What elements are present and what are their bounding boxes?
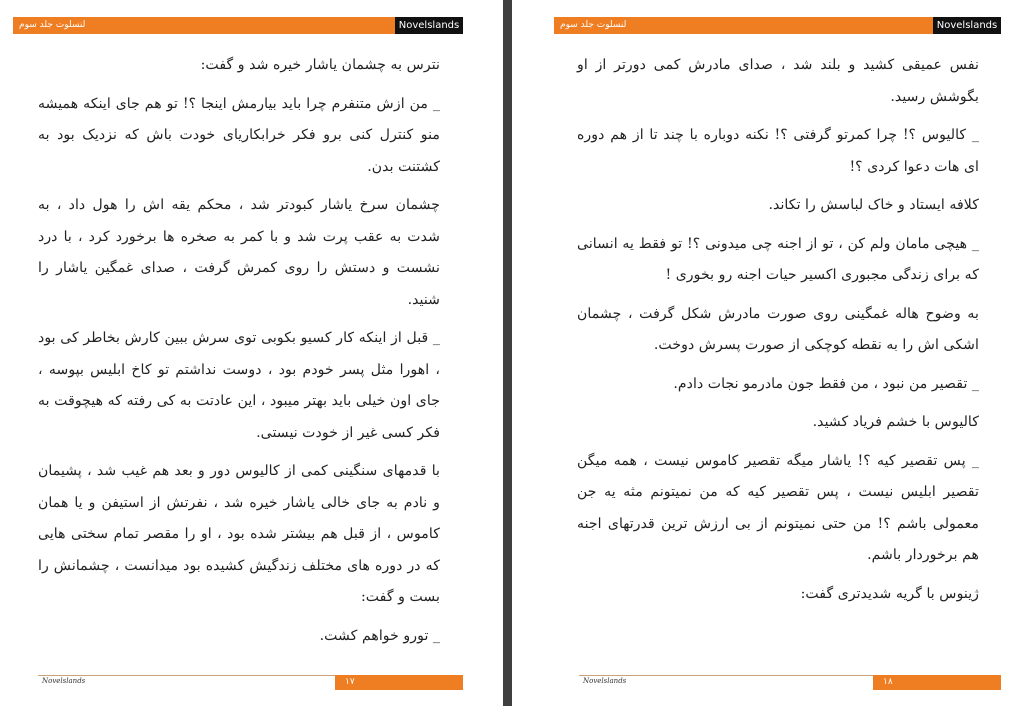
footer-signature: Novelslands <box>42 677 86 685</box>
paragraph: با قدمهای سنگینی کمی از کالیوس دور و بعد هم غیب شد ، پشیمان و نادم به جای خالی یاشار خیره شد ، نفرتش از استیفن و یا همان کاموس ، از قبل هم بیشتر شده بود ، او را مقصر تمام سختی هایی که در دوره های مختلف زندگیش کشیده بود میدانست ، چشمانش را بست و گفت: <box>38 463 440 605</box>
paragraph: نفس عمیقی کشید و بلند شد ، صدای مادرش کمی دورتر از او بگوشش رسید. <box>577 57 979 105</box>
page-header <box>13 17 463 34</box>
paragraph: چشمان سرخ یاشار کبودتر شد ، محکم یقه اش را هول داد ، به شدت به عقب پرت شد و با کمر به صخره ها برخورد کرد ، با درد نشست و دستش را روی کمرش گرفت ، صدای غمگین یاشار را شنید. <box>38 197 440 308</box>
paragraph: _ من ازش متنفرم چرا باید بیارمش اینجا ؟! تو هم جای اینکه همیشه منو کنترل کنی برو فکر خرابکاریای خودت باش که نزدیک بود به کشتنت بدن. <box>38 95 440 175</box>
paragraph: _ قبل از اینکه کار کسیو بکوبی توی سرش ببین کارش بخاطر کی بود ، اهورا مثل پسر خودم بود ، دوست نداشتم تو کاخ ابلیس بپوسه ، جای اون خیلی باید بهتر میبود ، این عادتت به کی رفته که هیچوقت به فکر کسی غیر از خودت نیستی. <box>38 330 440 441</box>
page-header <box>554 17 1001 34</box>
paragraph: نترس به چشمان یاشار خیره شد و گفت: <box>200 57 440 73</box>
paragraph: _ تورو خواهم کشت. <box>319 627 440 644</box>
paragraph: کلافه ایستاد و خاک لباسش را تکاند. <box>768 197 979 213</box>
left-page <box>0 0 503 706</box>
page-footer <box>38 675 463 690</box>
footer-signature: Novelslands <box>583 677 627 685</box>
page-footer <box>579 675 1001 690</box>
paragraph: ژینوس با گریه شدیدتری گفت: <box>800 585 979 602</box>
page-number: ۱۸ <box>873 675 1001 690</box>
paragraph: به وضوح هاله غمگینی روی صورت مادرش شکل گرفت ، چشمان اشکی اش را به نقطه کوچکی از صورت پسرش دوخت. <box>577 305 979 353</box>
paragraph: کالیوس با خشم فریاد کشید. <box>812 414 979 430</box>
chapter-title: لنسلوت جلد سوم <box>19 20 86 30</box>
page-body <box>577 50 979 617</box>
paragraph: _ هیچی مامان ولم کن ، تو از اجنه چی میدونی ؟! تو فقط یه انسانی که برای زندگی مجبوری اکسیر حیات اجنه رو بخوری ! <box>577 235 979 283</box>
book-gutter <box>503 0 512 706</box>
paragraph: _ پس تقصیر کیه ؟! یاشار میگه تقصیر کاموس نیست ، همه میگن تقصیر ابلیس نیست ، پس تقصیر کیه که من نمیتونم مثه یه جن معمولی باشم ؟! من حتی نمیتونم از بی ارزش ترین قدرتهای اجنه هم برخوردار باشم. <box>577 452 979 563</box>
paragraph: _ کالیوس ؟! چرا کمرتو گرفتی ؟! نکنه دوباره با چند تا از هم دوره ای هات دعوا کردی ؟! <box>577 127 979 175</box>
brand-label: Novelslands <box>395 17 463 34</box>
chapter-title: لنسلوت جلد سوم <box>560 20 627 30</box>
right-page <box>512 0 1013 706</box>
brand-label: Novelslands <box>933 17 1001 34</box>
page-body <box>38 50 440 659</box>
page-number: ۱۷ <box>335 675 463 690</box>
paragraph: _ تقصیر من نبود ، من فقط جون مادرمو نجات دادم. <box>673 375 979 392</box>
